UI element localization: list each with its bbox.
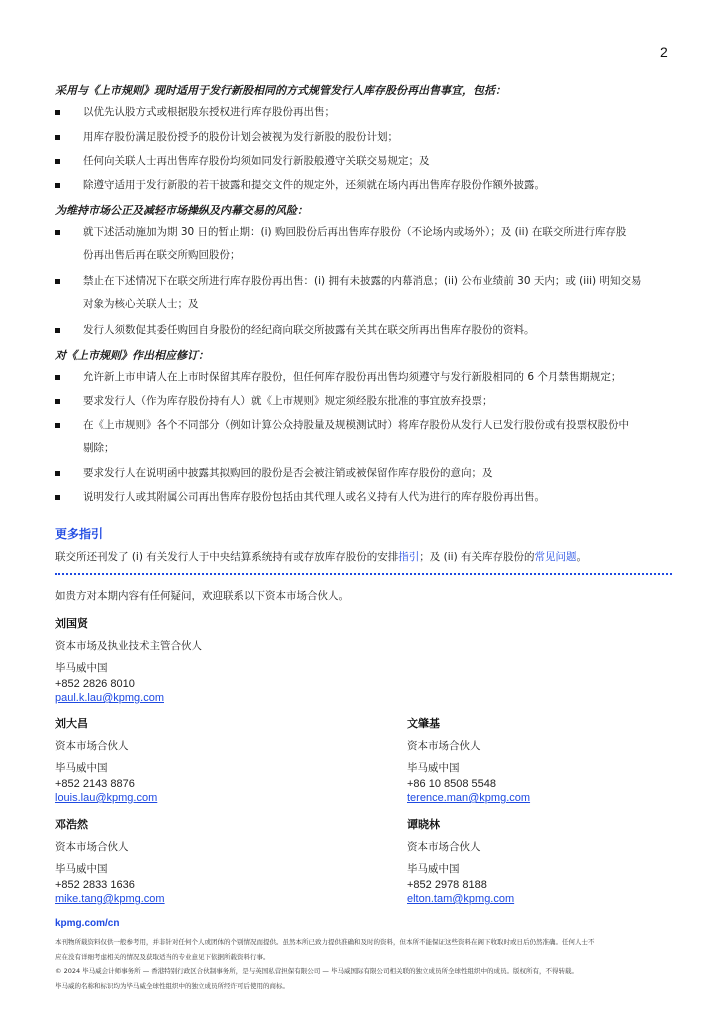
contact-phone: +86 10 8508 5548 [407,778,497,790]
contact-card [55,818,165,906]
bullet-icon [55,471,60,476]
section-heading-treasury-resale: 采用与《上市规则》现时适用于发行新股相同的方式规管发行人库存股份再出售事宜，包括： [55,84,506,97]
disclaimer-line-1: 本刊物所载资料仅供一般参考用，并非针对任何个人或团体的个别情况而提供。虽然本所已致力提供准确和及时的资料，但本所不能保证这些资料在阁下收取时或日后仍然准确。任何人士不 [55,938,595,946]
bullet-icon [55,110,60,115]
bullet-icon [55,135,60,140]
contact-title: 资本市场合伙人 [407,841,481,853]
contact-card [55,617,202,705]
dotted-divider [55,573,672,575]
faq-link[interactable]: 常见问题 [534,551,577,563]
contact-title: 资本市场及执业技术主管合伙人 [55,640,202,652]
contact-title: 资本市场合伙人 [55,841,129,853]
contact-name: 刘国贤 [55,617,88,630]
contact-title: 资本市场合伙人 [407,740,481,752]
contact-email-link[interactable]: mike.tang@kpmg.com [55,893,165,905]
list-item: 说明发行人或其附属公司再出售库存股份包括由其代理人或名义持有人代为进行的库存股份再出售。 [55,486,685,509]
contact-name: 文肇基 [407,717,440,730]
list-item: 任何向关联人士再出售库存股份均须如同发行新股般遵守关联交易规定；及 [55,150,685,173]
list-item: 禁止在下述情况下在联交所进行库存股份再出售：(i) 拥有未披露的内幕消息；(ii) 公布业绩前 30 天内；或 (iii) 明知交易 对象为核心关联人士；及 [55,270,685,316]
contact-company: 毕马威中国 [407,762,460,774]
list-item: 要求发行人在说明函中披露其拟购回的股份是否会被注销或被保留作库存股份的意向；及 [55,462,685,485]
list-item: 用库存股份满足股份授予的股份计划会被视为发行新股的股份计划； [55,126,685,149]
contact-email-link[interactable]: terence.man@kpmg.com [407,792,531,804]
contact-email-link[interactable]: elton.tam@kpmg.com [407,893,515,905]
list-item: 以优先认股方式或根据股东授权进行库存股份再出售； [55,101,685,124]
contact-intro: 如贵方对本期内容有任何疑问，欢迎联系以下资本市场合伙人。 [55,590,349,602]
list-item: 就下述活动施加为期 30 日的暂止期：(i) 购回股份后再出售库存股份（不论场内或场外）；及 (ii) 在联交所进行库存股 份再出售后再在联交所购回股份； [55,221,685,267]
trademark-notice: 毕马威的名称和标识均为毕马威全球性组织中的独立成员所经许可后使用的商标。 [55,982,289,990]
list-item: 在《上市规则》各个不同部分（例如计算公众持股量及规模测试时）将库存股份从发行人已发行股份或有投票权股份中 剔除； [55,414,685,460]
contact-card [55,717,157,805]
bullet-icon [55,375,60,380]
contact-card [407,717,530,805]
contact-card [407,818,514,906]
contact-phone: +852 2143 8876 [55,778,135,790]
guidance-link[interactable]: 指引 [398,551,420,563]
bullet-icon [55,279,60,284]
more-guidance-title: 更多指引 [55,527,104,541]
contact-email-link[interactable]: louis.lau@kpmg.com [55,792,158,804]
contact-name: 谭晓林 [407,818,440,831]
contact-phone: +852 2978 8188 [407,879,487,891]
contact-company: 毕马威中国 [55,762,108,774]
contact-title: 资本市场合伙人 [55,740,129,752]
more-guidance-text: 联交所还刊发了 (i) 有关发行人于中央结算系统持有或存放库存股份的安排指引；及 (ii) 有关库存股份的常见问题。 [55,551,587,563]
page-number: 2 [660,44,668,60]
contact-company: 毕马威中国 [407,863,460,875]
contact-name: 邓浩然 [55,818,88,831]
website-link[interactable]: kpmg.com/cn [55,918,120,929]
section-heading-market-fairness: 为维持市场公正及减轻市场操纵及内幕交易的风险： [55,204,308,217]
bullet-icon [55,495,60,500]
contact-company: 毕马威中国 [55,863,108,875]
bullet-icon [55,399,60,404]
bullet-icon [55,328,60,333]
contact-company: 毕马威中国 [55,662,108,674]
list-item: 发行人须数促其委任购回自身股份的经纪商向联交所披露有关其在联交所再出售库存股份的资料。 [55,319,685,342]
bullet-icon [55,159,60,164]
list-item: 除遵守适用于发行新股的若干披露和提交文件的规定外，还须就在场内再出售库存股份作额外披露。 [55,174,685,197]
bullet-icon [55,183,60,188]
list-item: 允许新上市申请人在上市时保留其库存股份，但任何库存股份再出售均须遵守与发行新股相同的 6 个月禁售期规定； [55,366,685,389]
bullet-icon [55,423,60,428]
list-item: 要求发行人（作为库存股份持有人）就《上市规则》规定须经股东批准的事宜放弃投票； [55,390,685,413]
contact-phone: +852 2826 8010 [55,678,135,690]
contact-email-link[interactable]: paul.k.lau@kpmg.com [55,692,164,704]
contact-name: 刘大昌 [55,717,88,730]
contact-phone: +852 2833 1636 [55,879,135,891]
copyright: © 2024 毕马威会计师事务所 — 香港特别行政区合伙制事务所，是与英国私营担保有限公司 — 毕马威国际有限公司相关联的独立成员所全球性组织中的成员。版权所有，不得转载。 [55,967,578,975]
bullet-icon [55,230,60,235]
disclaimer-line-2: 应在没有详细考虑相关的情况及获取适当的专业意见下依据所载资料行事。 [55,953,270,961]
section-heading-rule-amendments: 对《上市规则》作出相应修订： [55,349,209,362]
